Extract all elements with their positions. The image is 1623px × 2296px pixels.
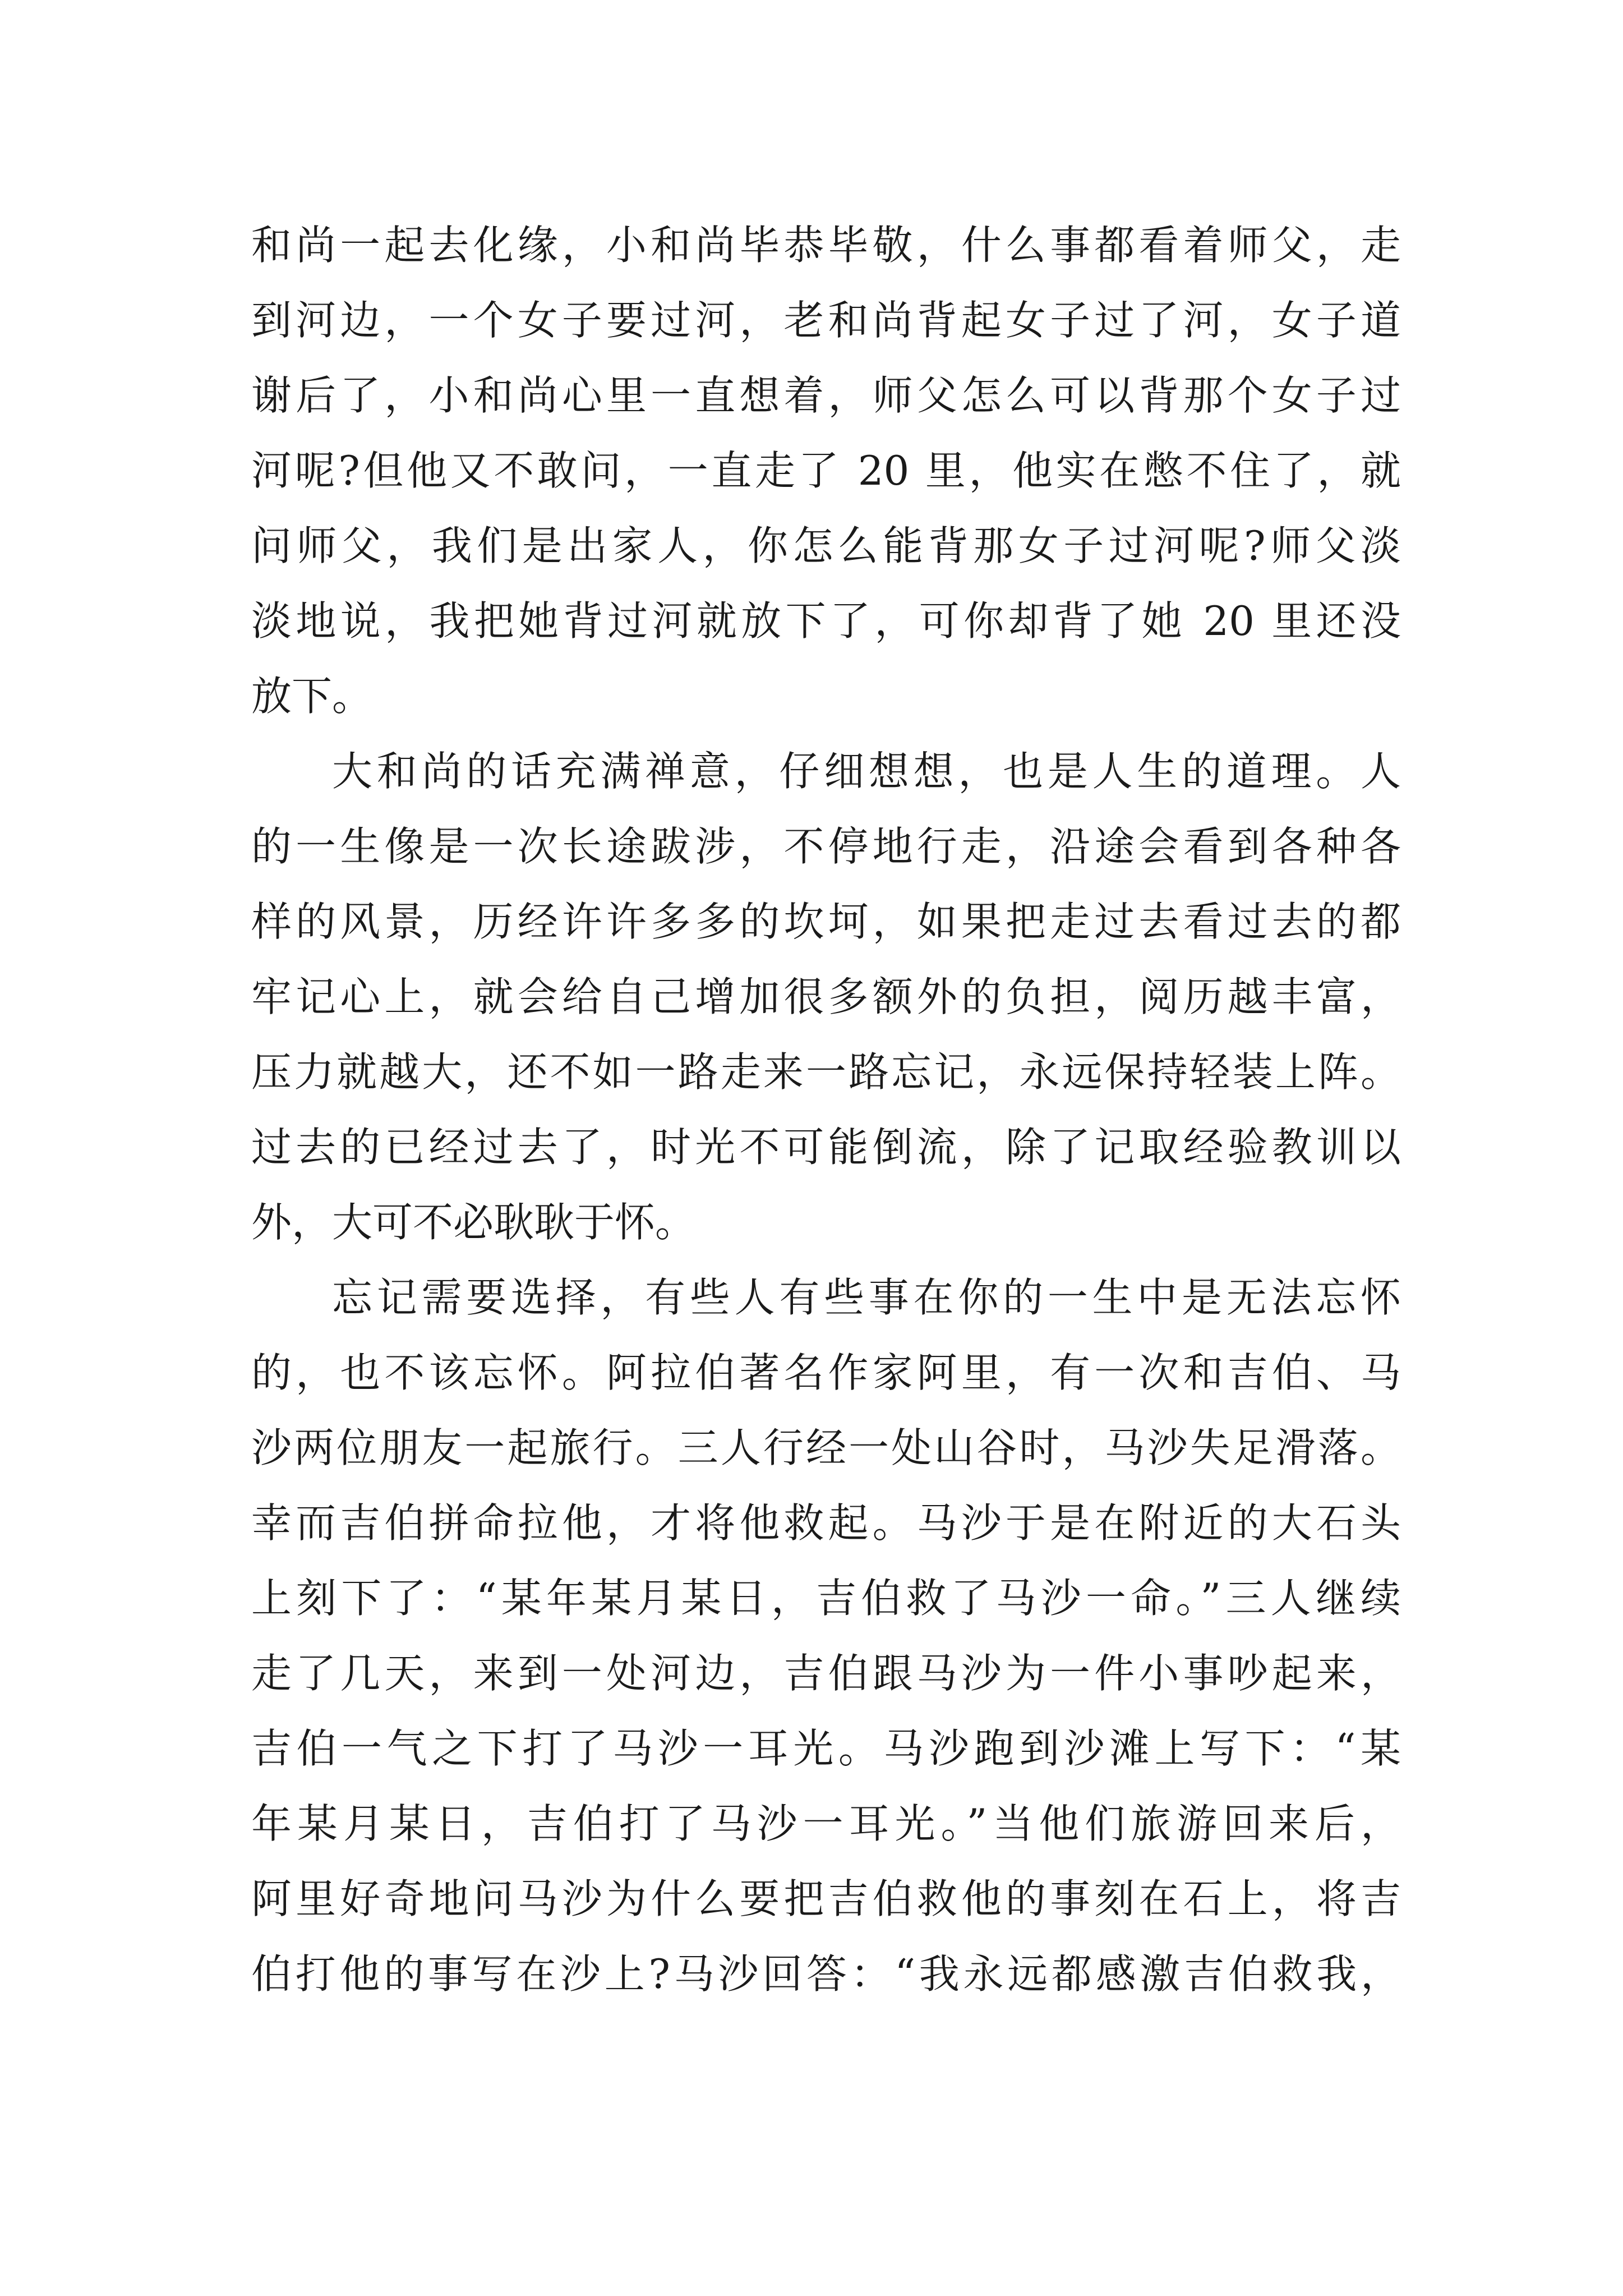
text-line: 样的风景，历经许许多多的坎坷，如果把走过去看过去的都 bbox=[251, 898, 1401, 945]
text-line: 走了几天，来到一处河边，吉伯跟马沙为一件小事吵起来， bbox=[251, 1650, 1401, 1697]
paragraph-first-line: 大和尚的话充满禅意，仔细想想，也是人生的道理。人 bbox=[332, 748, 1401, 795]
text-line: 外，大可不必耿耿于怀。 bbox=[251, 1199, 696, 1246]
text-line: 和尚一起去化缘，小和尚毕恭毕敬，什么事都看着师父，走 bbox=[251, 222, 1401, 269]
text-line: 伯打他的事写在沙上?马沙回答：“我永远都感激吉伯救我， bbox=[251, 1950, 1401, 1998]
text-line: 牢记心上，就会给自己增加很多额外的负担，阅历越丰富， bbox=[251, 973, 1401, 1020]
text-line: 河呢?但他又不敢问，一直走了 20 里，他实在憋不住了，就 bbox=[251, 447, 1401, 494]
text-line: 阿里好奇地问马沙为什么要把吉伯救他的事刻在石上，将吉 bbox=[251, 1875, 1401, 1922]
text-line: 幸而吉伯拼命拉他，才将他救起。马沙于是在附近的大石头 bbox=[251, 1499, 1401, 1547]
text-line: 压力就越大，还不如一路走来一路忘记，永远保持轻装上阵。 bbox=[251, 1048, 1401, 1096]
paragraph-first-line: 忘记需要选择，有些人有些事在你的一生中是无法忘怀 bbox=[332, 1274, 1401, 1321]
text-line: 到河边，一个女子要过河，老和尚背起女子过了河，女子道 bbox=[251, 297, 1401, 344]
text-line: 的一生像是一次长途跋涉，不停地行走，沿途会看到各种各 bbox=[251, 823, 1401, 870]
text-line: 谢后了，小和尚心里一直想着，师父怎么可以背那个女子过 bbox=[251, 372, 1401, 419]
body-text bbox=[251, 208, 1401, 2012]
text-line: 放下。 bbox=[251, 673, 373, 720]
text-line: 问师父，我们是出家人，你怎么能背那女子过河呢?师父淡 bbox=[251, 522, 1401, 569]
text-line: 的，也不该忘怀。阿拉伯著名作家阿里，有一次和吉伯、马 bbox=[251, 1349, 1401, 1396]
text-line: 沙两位朋友一起旅行。三人行经一处山谷时，马沙失足滑落。 bbox=[251, 1424, 1401, 1471]
text-line: 淡地说，我把她背过河就放下了，可你却背了她 20 里还没 bbox=[251, 597, 1401, 645]
text-line: 上刻下了：“某年某月某日，吉伯救了马沙一命。”三人继续 bbox=[251, 1575, 1401, 1622]
text-line: 年某月某日，吉伯打了马沙一耳光。”当他们旅游回来后， bbox=[251, 1800, 1401, 1847]
text-line: 过去的已经过去了，时光不可能倒流，除了记取经验教训以 bbox=[251, 1124, 1401, 1171]
text-line: 吉伯一气之下打了马沙一耳光。马沙跑到沙滩上写下：“某 bbox=[251, 1725, 1401, 1772]
